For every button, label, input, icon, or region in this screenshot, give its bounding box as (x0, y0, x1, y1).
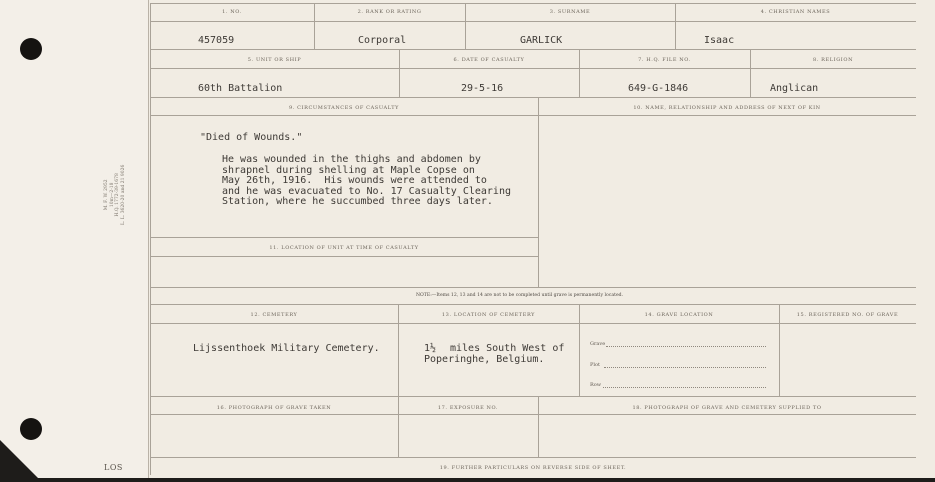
file-no-value: 649-G-1846 (628, 83, 689, 94)
unit-location-label: 11. LOCATION OF UNIT AT TIME OF CASUALTY (269, 245, 419, 251)
service-number: 457059 (198, 35, 235, 46)
number-label: 1. NO. (222, 9, 242, 15)
left-margin (0, 0, 149, 478)
christian-names-label: 4. CHRISTIAN NAMES (760, 9, 831, 15)
surname-value: GARLICK (520, 35, 563, 46)
cemetery-location-label: 13. LOCATION OF CEMETERY (441, 312, 536, 318)
photo-supplied-label: 18. PHOTOGRAPH OF GRAVE AND CEMETERY SUPPLIED TO (632, 405, 822, 411)
row-field-label: Row (590, 382, 602, 388)
form-grid (148, 0, 935, 478)
plot-field-label: Plot (590, 362, 600, 368)
religion-value: Anglican (770, 83, 819, 94)
cemetery-value: Lijssenthoek Military Cemetery. (193, 343, 380, 354)
grave-blank-line (606, 346, 766, 347)
file-no-label: 7. H.Q. FILE NO. (638, 57, 691, 63)
unit-value: 60th Battalion (198, 83, 283, 94)
file-code: LOS (104, 463, 123, 472)
circumstances-label: 9. CIRCUMSTANCES OF CASUALTY (288, 105, 400, 111)
circumstances-line: shrapnel during shelling at Maple Copse on (222, 164, 475, 176)
exposure-no-label: 17. EXPOSURE NO. (437, 405, 499, 411)
completion-note: NOTE:—Items 12, 13 and 14 are not to be completed until grave is permanently located. (416, 293, 624, 298)
rank-value: Corporal (358, 35, 407, 46)
form-number-stamp: M. F. W. 2952 10m—2-18 H.Q. 1772-39-1678 L. L. 3620-20 and 21 9026 (104, 164, 126, 225)
cemetery-label: 12. CEMETERY (250, 312, 298, 318)
punch-hole (20, 38, 42, 60)
punch-hole (20, 418, 42, 440)
surname-label: 3. SURNAME (549, 9, 591, 15)
row-blank-line (603, 387, 766, 388)
cemetery-location-line: miles South West of (450, 343, 565, 354)
circumstances-line: May 26th, 1916. His wounds were attended to (222, 175, 487, 187)
cemetery-location-line: Poperinghe, Belgium. (424, 354, 545, 365)
religion-label: 8. RELIGION (812, 57, 854, 63)
date-label: 6. DATE OF CASUALTY (453, 57, 525, 63)
grave-location-label: 14. GRAVE LOCATION (644, 312, 714, 318)
photo-taken-label: 16. PHOTOGRAPH OF GRAVE TAKEN (216, 405, 332, 411)
rank-label: 2. RANK OR RATING (357, 9, 422, 15)
next-of-kin-label: 10. NAME, RELATIONSHIP AND ADDRESS OF NEXT OF KIN (633, 105, 821, 111)
circumstances-heading: "Died of Wounds." (200, 132, 303, 143)
cemetery-distance: 1½ (424, 343, 437, 354)
further-particulars-label: 19. FURTHER PARTICULARS ON REVERSE SIDE OF SHEET. (439, 465, 627, 471)
circumstances-line: Station, where he succumbed three days later. (222, 196, 493, 208)
torn-corner (0, 440, 40, 480)
circumstances-line: and he was evacuated to No. 17 Casualty Clearing (222, 185, 511, 197)
circumstances-line: He was wounded in the thighs and abdomen by (222, 154, 481, 165)
grave-field-label: Grave (590, 341, 606, 347)
christian-names-value: Isaac (704, 35, 735, 46)
plot-blank-line (604, 367, 766, 368)
unit-label: 5. UNIT OR SHIP (247, 57, 302, 63)
grave-reg-no-label: 15. REGISTERED NO. OF GRAVE (796, 312, 899, 318)
date-value: 29-5-16 (461, 83, 504, 94)
